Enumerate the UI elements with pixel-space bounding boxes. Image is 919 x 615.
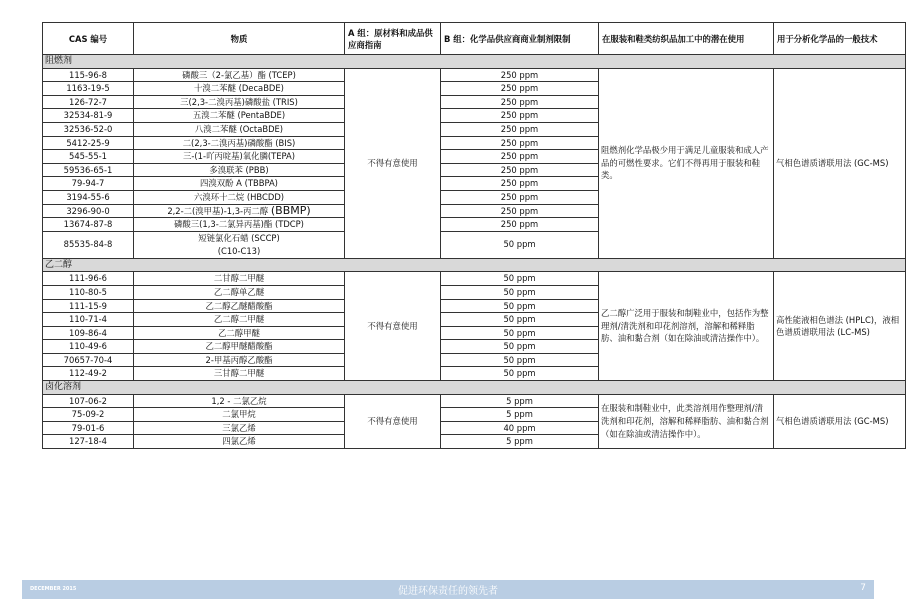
substance-text: 1,2 - 二氯乙烷 — [211, 395, 267, 406]
limit-value: 250 ppm — [441, 190, 599, 204]
limit-value: 50 ppm — [441, 367, 599, 381]
cas-number: 32536-52-0 — [43, 122, 134, 136]
cas-number: 75-09-2 — [43, 408, 134, 422]
substance-name — [134, 204, 345, 218]
cas-number: 5412-25-9 — [43, 136, 134, 150]
cas-number: 79-94-7 — [43, 177, 134, 191]
table-row — [43, 394, 906, 408]
footer-slogan: 促进环保责任的领先者 — [398, 586, 498, 597]
category-row — [43, 55, 906, 69]
substance-text: 四氯乙烯 — [222, 436, 256, 447]
substance-text: 磷酸三(1,3-二氯异丙基)酯 (TDCP) — [174, 219, 304, 230]
substance-name — [134, 421, 345, 435]
substance-name — [134, 218, 345, 232]
substance-text: 二甘醇二甲醚 — [213, 273, 265, 284]
cas-number: 126-72-7 — [43, 95, 134, 109]
substance-name — [134, 353, 345, 367]
category-title: 乙二醇 — [43, 258, 906, 272]
cas-number: 545-55-1 — [43, 150, 134, 164]
limit-value: 50 ppm — [441, 340, 599, 354]
limit-value: 40 ppm — [441, 421, 599, 435]
potential-use-note: 阻燃剂化学品极少用于满足儿童服装和成人产品的可燃性要求。它们不得再用于服装和鞋类。 — [599, 68, 774, 258]
substance-name — [134, 136, 345, 150]
substance-text: 磷酸三（2-氯乙基）酯 (TCEP) — [182, 69, 296, 80]
limit-value: 50 ppm — [441, 353, 599, 367]
substance-text: 2,2-二(溴甲基)-1,3-丙二醇 — [167, 205, 269, 216]
cas-number: 13674-87-8 — [43, 218, 134, 232]
substance-text: 二(2,3-二溴丙基)磷酸酯 (BIS) — [182, 137, 296, 148]
header-potential-use: 在服装和鞋类纺织品加工中的潜在使用 — [599, 23, 774, 55]
substance-text: 三(2,3-二溴丙基)磷酸盐 (TRIS) — [180, 96, 298, 107]
limit-value: 50 ppm — [441, 313, 599, 327]
limit-value: 50 ppm — [441, 326, 599, 340]
substance-name — [134, 163, 345, 177]
potential-use-note: 在服装和制鞋业中，此类溶剂用作整理剂/清洗剂和印花剂，溶解和稀释脂肪、油和黏合剂（如在除油或清洁操作中）。 — [599, 394, 774, 448]
limit-value: 250 ppm — [441, 95, 599, 109]
substance-name — [134, 82, 345, 96]
cas-number: 32534-81-9 — [43, 109, 134, 123]
header-cas: CAS 编号 — [43, 23, 134, 55]
header-group-b: B 组：化学品供应商商业制剂限制 — [441, 23, 599, 55]
cas-number: 110-71-4 — [43, 313, 134, 327]
limit-value: 250 ppm — [441, 218, 599, 232]
table-header-row — [43, 23, 906, 55]
cas-number: 112-49-2 — [43, 367, 134, 381]
cas-number: 109-86-4 — [43, 326, 134, 340]
header-substance: 物质 — [134, 23, 345, 55]
cas-number: 59536-65-1 — [43, 163, 134, 177]
substance-name — [134, 394, 345, 408]
cas-number: 111-15-9 — [43, 299, 134, 313]
analysis-method: 气相色谱质谱联用法 (GC-MS) — [774, 68, 906, 258]
substance-text: 2-甲基丙醇乙酸酯 — [205, 354, 273, 365]
substance-name — [134, 367, 345, 381]
cas-number: 3296-90-0 — [43, 204, 134, 218]
substance-text: 四溴双酚 A (TBBPA) — [200, 178, 278, 189]
cas-number: 1163-19-5 — [43, 82, 134, 96]
substance-name — [134, 109, 345, 123]
substance-abbrev: (BBMP) — [270, 204, 311, 217]
substance-name — [134, 408, 345, 422]
substance-text: 二氯甲烷 — [222, 409, 256, 420]
category-row — [43, 381, 906, 395]
substance-text: 十溴二苯醚 (DecaBDE) — [194, 83, 284, 94]
limit-value: 5 ppm — [441, 435, 599, 449]
cas-number: 110-49-6 — [43, 340, 134, 354]
cas-number: 70657-70-4 — [43, 353, 134, 367]
substance-name — [134, 95, 345, 109]
group-a-guidance: 不得有意使用 — [345, 272, 441, 381]
substance-name — [134, 122, 345, 136]
substance-name — [134, 231, 345, 258]
page-number: 7 — [860, 583, 866, 593]
limit-value: 250 ppm — [441, 177, 599, 191]
cas-number: 111-96-6 — [43, 272, 134, 286]
substance-text: 三氯乙烯 — [222, 422, 256, 433]
substance-name — [134, 435, 345, 449]
substance-text: 三-(1-吖丙啶基)氧化膦(TEPA) — [182, 151, 296, 162]
cas-number: 85535-84-8 — [43, 231, 134, 258]
group-a-guidance: 不得有意使用 — [345, 394, 441, 448]
substance-name — [134, 340, 345, 354]
limit-value: 250 ppm — [441, 150, 599, 164]
limit-value: 50 ppm — [441, 285, 599, 299]
limit-value: 5 ppm — [441, 394, 599, 408]
limit-value: 250 ppm — [441, 109, 599, 123]
substance-name — [134, 272, 345, 286]
limit-value: 50 ppm — [441, 299, 599, 313]
limit-value: 250 ppm — [441, 163, 599, 177]
substance-name — [134, 285, 345, 299]
substance-name — [134, 326, 345, 340]
substance-name — [134, 68, 345, 82]
substance-text: 五溴二苯醚 (PentaBDE) — [192, 110, 286, 121]
limit-value: 250 ppm — [441, 82, 599, 96]
substance-text: 三甘醇二甲醚 — [213, 368, 265, 379]
page-footer — [22, 580, 874, 599]
substance-name — [134, 299, 345, 313]
table-body — [43, 55, 906, 449]
table-row — [43, 272, 906, 286]
substance-text: 八溴二苯醚 (OctaBDE) — [194, 123, 284, 134]
substance-text: 乙二醇甲醚醋酸酯 — [205, 341, 273, 352]
analysis-method: 高性能液相色谱法 (HPLC)，液相色谱质谱联用法 (LC-MS) — [774, 272, 906, 381]
substance-text: 乙二醇单乙醚 — [213, 286, 265, 297]
cas-number: 115-96-8 — [43, 68, 134, 82]
substance-text-line2: (C10-C13) — [217, 245, 261, 256]
substance-name — [134, 150, 345, 164]
limit-value: 5 ppm — [441, 408, 599, 422]
limit-value: 250 ppm — [441, 136, 599, 150]
substance-text: 乙二醇二甲醚 — [213, 314, 265, 325]
cas-number: 3194-55-6 — [43, 190, 134, 204]
substance-text: 乙二醇甲醚 — [218, 327, 260, 338]
substance-text: 多溴联苯 (PBB) — [209, 164, 269, 175]
substance-text: 短链氯化石蜡 (SCCP) — [198, 233, 280, 244]
header-group-a: A 组：原材料和成品供应商指南 — [345, 23, 441, 55]
cas-number: 107-06-2 — [43, 394, 134, 408]
limit-value: 250 ppm — [441, 204, 599, 218]
substance-text: 乙二醇乙醚醋酸酯 — [205, 300, 273, 311]
category-row — [43, 258, 906, 272]
category-title: 阻燃剂 — [43, 55, 906, 69]
limit-value: 250 ppm — [441, 122, 599, 136]
potential-use-note: 乙二醇广泛用于服装和制鞋业中，包括作为整理剂/清洗剂和印花剂溶剂，溶解和稀释脂肪、油和黏合剂（如在除油或清洁操作中）。 — [599, 272, 774, 381]
cas-number: 79-01-6 — [43, 421, 134, 435]
limit-value: 250 ppm — [441, 68, 599, 82]
table-row — [43, 68, 906, 82]
group-a-guidance: 不得有意使用 — [345, 68, 441, 258]
cas-number: 110-80-5 — [43, 285, 134, 299]
substance-name — [134, 177, 345, 191]
footer-date: DECEMBER 2015 — [30, 586, 77, 592]
substance-name — [134, 190, 345, 204]
header-method: 用于分析化学品的一般技术 — [774, 23, 906, 55]
restricted-substances-table — [42, 22, 906, 449]
substance-text: 六溴环十二烷 (HBCDD) — [193, 191, 285, 202]
analysis-method: 气相色谱质谱联用法 (GC-MS) — [774, 394, 906, 448]
substance-name — [134, 313, 345, 327]
category-title: 卤化溶剂 — [43, 381, 906, 395]
cas-number: 127-18-4 — [43, 435, 134, 449]
limit-value: 50 ppm — [441, 272, 599, 286]
limit-value: 50 ppm — [441, 231, 599, 258]
